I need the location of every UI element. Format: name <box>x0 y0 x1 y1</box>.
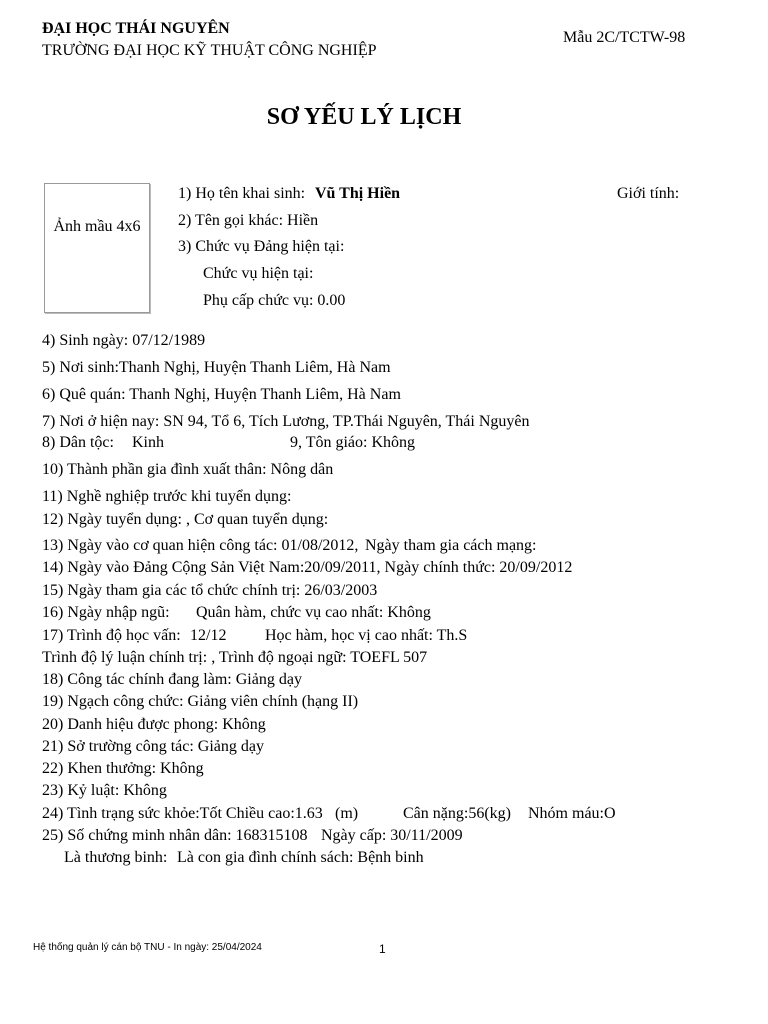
field-military-rank: Quân hàm, chức vụ cao nhất: Không <box>196 604 431 621</box>
field-religion: 9, Tôn giáo: Không <box>290 434 416 451</box>
field-current-position: Chức vụ hiện tại: <box>203 265 314 282</box>
field-prior-occupation: 11) Nghề nghiệp trước khi tuyển dụng: <box>42 488 292 505</box>
university-name: ĐẠI HỌC THÁI NGUYÊN <box>42 20 230 37</box>
field-ethnicity-label: 8) Dân tộc: <box>42 434 114 451</box>
field-education-label: 17) Trình độ học vấn: <box>42 627 181 644</box>
field-party-position: 3) Chức vụ Đảng hiện tại: <box>178 238 345 255</box>
field-party-join-date: 14) Ngày vào Đảng Cộng Sản Việt Nam:20/09/2011, Ngày chính thức: 20/09/2012 <box>42 559 573 576</box>
field-join-agency-date: 13) Ngày vào cơ quan hiện công tác: 01/08/2012, <box>42 537 359 554</box>
field-discipline: 23) Kỷ luật: Không <box>42 782 167 799</box>
form-code: Mẫu 2C/TCTW-98 <box>563 29 686 46</box>
field-birth-name-value: Vũ Thị Hiền <box>315 185 401 202</box>
field-weight: Cân nặng:56(kg) <box>403 805 511 822</box>
field-revolution-date: Ngày tham gia cách mạng: <box>365 537 537 554</box>
field-honors: 20) Danh hiệu được phong: Không <box>42 716 266 733</box>
field-recruitment: 12) Ngày tuyển dụng: , Cơ quan tuyển dụng: <box>42 511 329 528</box>
field-ethnicity-value: Kinh <box>132 434 164 451</box>
field-awards: 22) Khen thưởng: Không <box>42 760 204 777</box>
field-civil-rank: 19) Ngạch công chức: Giảng viên chính (hạng II) <box>42 693 359 710</box>
page-title: SƠ YẾU LÝ LỊCH <box>266 104 462 130</box>
field-main-job: 18) Công tác chính đang làm: Giảng dạy <box>42 671 302 688</box>
field-political-theory-language: Trình độ lý luận chính trị: , Trình độ ngoại ngữ: TOEFL 507 <box>42 649 428 666</box>
field-education-value: 12/12 <box>190 627 227 644</box>
field-blood-type: Nhóm máu:O <box>528 805 616 822</box>
field-family-background: 10) Thành phần gia đình xuất thân: Nông dân <box>42 461 334 478</box>
field-hometown: 6) Quê quán: Thanh Nghị, Huyện Thanh Liêm, Hà Nam <box>42 386 401 403</box>
field-war-invalid: Là thương binh: <box>64 849 168 866</box>
field-birth-name-label: 1) Họ tên khai sinh: <box>178 185 306 202</box>
field-political-org-date: 15) Ngày tham gia các tổ chức chính trị: 26/03/2003 <box>42 582 378 599</box>
field-birth-place: 5) Nơi sinh:Thanh Nghị, Huyện Thanh Liêm, Hà Nam <box>42 359 391 376</box>
photo-label: Ảnh mầu 4x6 <box>53 218 141 235</box>
field-residence: 7) Nơi ở hiện nay: SN 94, Tổ 6, Tích Lương, TP.Thái Nguyên, Thái Nguyên <box>42 413 530 430</box>
field-academic-degree: Học hàm, học vị cao nhất: Th.S <box>265 627 468 644</box>
school-name: TRƯỜNG ĐẠI HỌC KỸ THUẬT CÔNG NGHIỆP <box>42 42 377 59</box>
field-birth-date: 4) Sinh ngày: 07/12/1989 <box>42 332 206 349</box>
field-height-unit: (m) <box>335 805 359 822</box>
field-other-name: 2) Tên gọi khác: Hiền <box>178 212 319 229</box>
field-id-issue-date: Ngày cấp: 30/11/2009 <box>321 827 463 844</box>
page-number: 1 <box>379 942 386 956</box>
field-health-height: 24) Tình trạng sức khỏe:Tốt Chiều cao:1.63 <box>42 805 323 822</box>
field-policy-family: Là con gia đình chính sách: Bệnh binh <box>177 849 424 866</box>
field-strength: 21) Sở trường công tác: Giảng dạy <box>42 738 264 755</box>
field-id-number: 25) Số chứng minh nhân dân: 168315108 <box>42 827 308 844</box>
footer-system-note: Hệ thống quản lý cán bộ TNU - In ngày: 25/04/2024 <box>33 942 262 953</box>
field-gender: Giới tính: <box>617 185 680 202</box>
field-enlistment-date: 16) Ngày nhập ngũ: <box>42 604 170 621</box>
field-position-allowance: Phụ cấp chức vụ: 0.00 <box>203 292 346 309</box>
photo-placeholder <box>44 183 150 313</box>
